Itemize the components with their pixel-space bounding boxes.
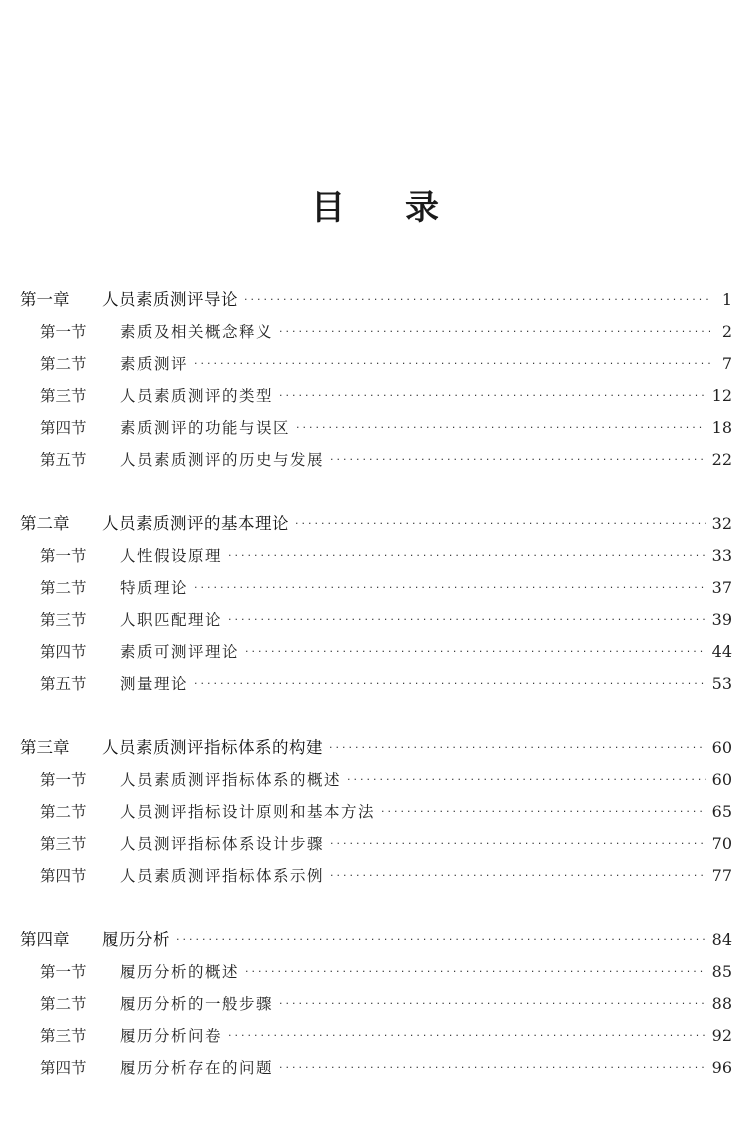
dot-leader [228, 540, 706, 572]
section-label: 第四节 [40, 867, 87, 885]
dot-leader [330, 444, 706, 476]
dot-leader [295, 508, 706, 540]
section-entry[interactable] [20, 444, 732, 476]
section-title: 人性假设原理 [120, 547, 223, 565]
dot-leader [381, 796, 706, 828]
chapter-block [20, 508, 732, 700]
section-entry[interactable] [20, 636, 732, 668]
section-entry[interactable] [20, 860, 732, 892]
dot-leader [194, 348, 710, 380]
dot-leader [279, 1052, 706, 1084]
section-label: 第三节 [40, 387, 87, 405]
section-entry[interactable] [20, 348, 732, 380]
page-number: 53 [711, 674, 732, 693]
page-number: 92 [711, 1026, 732, 1045]
page-number: 22 [711, 450, 732, 469]
section-label: 第一节 [40, 547, 87, 565]
page-number: 1 [721, 290, 732, 309]
page-number: 12 [711, 386, 732, 405]
section-label: 第一节 [40, 323, 87, 341]
page-number: 85 [711, 962, 732, 981]
section-title: 人职匹配理论 [120, 611, 223, 629]
table-of-contents [20, 284, 732, 1116]
page-number: 60 [711, 770, 732, 789]
section-label: 第三节 [40, 835, 87, 853]
dot-leader [329, 732, 706, 764]
page-number: 2 [721, 322, 732, 341]
dot-leader [330, 860, 706, 892]
section-title: 履历分析的一般步骤 [120, 995, 274, 1013]
page-number: 32 [711, 514, 732, 533]
section-title: 素质测评 [120, 355, 189, 373]
page-number: 60 [711, 738, 732, 757]
dot-leader [279, 316, 710, 348]
section-title: 测量理论 [120, 675, 189, 693]
section-label: 第三节 [40, 611, 87, 629]
chapter-entry[interactable] [20, 508, 732, 540]
section-title: 素质测评的功能与误区 [120, 419, 291, 437]
section-label: 第四节 [40, 643, 87, 661]
section-label: 第四节 [40, 1059, 87, 1077]
dot-leader [228, 1020, 706, 1052]
page-number: 88 [711, 994, 732, 1013]
page-number: 37 [711, 578, 732, 597]
section-title: 履历分析存在的问题 [120, 1059, 274, 1077]
section-entry[interactable] [20, 572, 732, 604]
dot-leader [279, 380, 706, 412]
page-number: 39 [711, 610, 732, 629]
section-entry[interactable] [20, 796, 732, 828]
section-entry[interactable] [20, 540, 732, 572]
section-label: 第一节 [40, 963, 87, 981]
dot-leader [194, 668, 706, 700]
chapter-title: 人员素质测评的基本理论 [102, 514, 289, 533]
section-title: 特质理论 [120, 579, 189, 597]
section-entry[interactable] [20, 604, 732, 636]
chapter-label: 第四章 [20, 930, 70, 949]
page-number: 18 [711, 418, 732, 437]
chapter-title: 人员素质测评导论 [102, 290, 238, 309]
section-label: 第二节 [40, 995, 87, 1013]
section-title: 人员素质测评指标体系示例 [120, 867, 325, 885]
page-number: 44 [711, 642, 732, 661]
dot-leader [245, 956, 706, 988]
section-label: 第一节 [40, 771, 87, 789]
section-label: 第三节 [40, 1027, 87, 1045]
section-title: 素质可测评理论 [120, 643, 240, 661]
section-title: 人员测评指标体系设计步骤 [120, 835, 325, 853]
chapter-label: 第二章 [20, 514, 70, 533]
page-title: 目录 [311, 188, 499, 228]
chapter-label: 第一章 [20, 290, 70, 309]
section-entry[interactable] [20, 828, 732, 860]
chapter-label: 第三章 [20, 738, 70, 757]
chapter-entry[interactable] [20, 924, 732, 956]
page-number: 96 [711, 1058, 732, 1077]
section-label: 第五节 [40, 675, 87, 693]
chapter-title: 人员素质测评指标体系的构建 [102, 738, 323, 757]
section-entry[interactable] [20, 380, 732, 412]
page-number: 33 [711, 546, 732, 565]
dot-leader [228, 604, 706, 636]
chapter-title: 履历分析 [102, 930, 170, 949]
section-entry[interactable] [20, 412, 732, 444]
section-title: 素质及相关概念释义 [120, 323, 274, 341]
section-entry[interactable] [20, 1052, 732, 1084]
section-label: 第二节 [40, 579, 87, 597]
section-title: 人员测评指标设计原则和基本方法 [120, 803, 376, 821]
dot-leader [347, 764, 706, 796]
chapter-block [20, 284, 732, 476]
section-title: 人员素质测评的历史与发展 [120, 451, 325, 469]
section-label: 第四节 [40, 419, 87, 437]
section-title: 人员素质测评指标体系的概述 [120, 771, 342, 789]
section-entry[interactable] [20, 764, 732, 796]
section-entry[interactable] [20, 316, 732, 348]
section-entry[interactable] [20, 956, 732, 988]
dot-leader [279, 988, 706, 1020]
chapter-block [20, 732, 732, 892]
page-number: 7 [721, 354, 732, 373]
section-entry[interactable] [20, 1020, 732, 1052]
dot-leader [244, 284, 710, 316]
dot-leader [176, 924, 706, 956]
chapter-entry[interactable] [20, 732, 732, 764]
section-title: 人员素质测评的类型 [120, 387, 274, 405]
page-number: 65 [711, 802, 732, 821]
chapter-block [20, 924, 732, 1084]
dot-leader [330, 828, 706, 860]
page-number: 84 [711, 930, 732, 949]
dot-leader [245, 636, 706, 668]
section-label: 第五节 [40, 451, 87, 469]
section-entry[interactable] [20, 668, 732, 700]
section-title: 履历分析问卷 [120, 1027, 223, 1045]
section-title: 履历分析的概述 [120, 963, 240, 981]
chapter-entry[interactable] [20, 284, 732, 316]
section-label: 第二节 [40, 355, 87, 373]
dot-leader [194, 572, 706, 604]
page-number: 70 [711, 834, 732, 853]
dot-leader [296, 412, 706, 444]
section-entry[interactable] [20, 988, 732, 1020]
page-number: 77 [711, 866, 732, 885]
section-label: 第二节 [40, 803, 87, 821]
